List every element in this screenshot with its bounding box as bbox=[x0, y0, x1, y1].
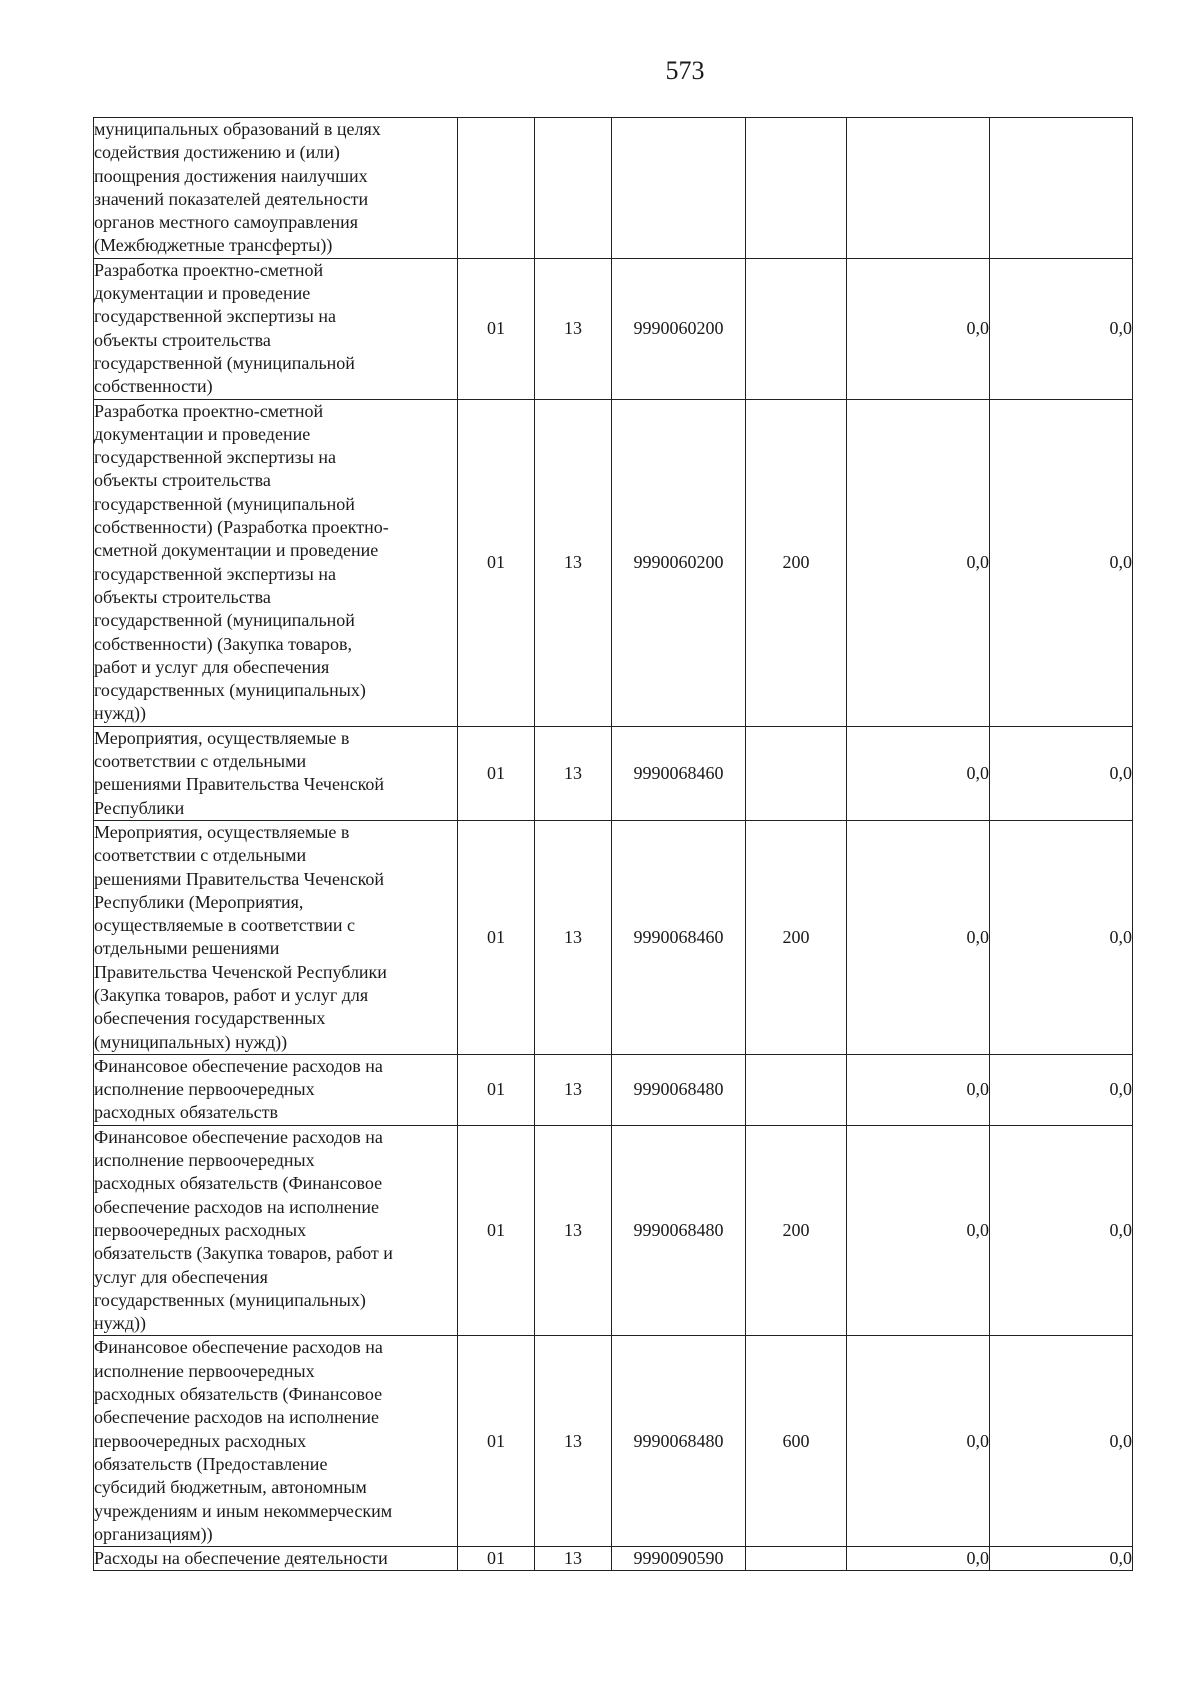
expense-name-line: расходных обязательств (Финансовое bbox=[94, 1173, 383, 1194]
expense-name-cell bbox=[94, 118, 458, 259]
expense-type-cell bbox=[746, 258, 847, 399]
expense-name-line: обязательств (Предоставление bbox=[94, 1453, 328, 1474]
amount-year2-cell: 0,0 bbox=[990, 258, 1133, 399]
amount-year1-cell: 0,0 bbox=[847, 726, 990, 820]
subsection-code-cell: 13 bbox=[535, 258, 612, 399]
expense-name-line: решениями Правительства Чеченской bbox=[94, 774, 385, 795]
section-code-cell: 01 bbox=[458, 1054, 535, 1125]
expense-name-line: (Закупка товаров, работ и услуг для bbox=[94, 984, 369, 1005]
budget-table-body bbox=[94, 118, 1133, 1571]
table-row bbox=[94, 1054, 1133, 1125]
section-code-cell: 01 bbox=[458, 1336, 535, 1547]
expense-name-line: первоочередных расходных bbox=[94, 1219, 307, 1240]
expense-type-cell: 600 bbox=[746, 1336, 847, 1547]
expense-name-line: расходных обязательств bbox=[94, 1102, 278, 1123]
expense-name-line: документации и проведение bbox=[94, 283, 311, 304]
subsection-code-cell: 13 bbox=[535, 726, 612, 820]
amount-year1-cell: 0,0 bbox=[847, 1547, 990, 1571]
target-article-cell: 9990068480 bbox=[612, 1336, 746, 1547]
expense-name-cell bbox=[94, 258, 458, 399]
section-code-cell: 01 bbox=[458, 820, 535, 1054]
expense-name-line: Финансовое обеспечение расходов на bbox=[94, 1126, 383, 1147]
expense-name-line: собственности) (Закупка товаров, bbox=[94, 633, 353, 654]
expense-name-line: услуг для обеспечения bbox=[94, 1266, 268, 1287]
expense-name-line: нужд)) bbox=[94, 1313, 146, 1334]
expense-name-line: государственной (муниципальной bbox=[94, 352, 355, 373]
table-row bbox=[94, 1336, 1133, 1547]
expense-name-line: Республики bbox=[94, 797, 185, 818]
table-row bbox=[94, 820, 1133, 1054]
expense-name-line: обеспечение расходов на исполнение bbox=[94, 1407, 380, 1428]
expense-name-line: нужд)) bbox=[94, 703, 146, 724]
expense-name-line: учреждениям и иным некоммерческим bbox=[94, 1500, 393, 1521]
expense-name-line: исполнение первоочередных bbox=[94, 1150, 315, 1171]
amount-year1-cell: 0,0 bbox=[847, 1054, 990, 1125]
target-article-cell: 9990060200 bbox=[612, 258, 746, 399]
expense-name-line: Правительства Чеченской Республики bbox=[94, 961, 387, 982]
expense-name-line: объекты строительства bbox=[94, 470, 271, 491]
expense-name-line: Разработка проектно-сметной bbox=[94, 259, 324, 280]
expense-name-line: объекты строительства bbox=[94, 586, 271, 607]
amount-year1-cell: 0,0 bbox=[847, 258, 990, 399]
expense-name-line: собственности) (Разработка проектно- bbox=[94, 517, 389, 538]
expense-name-line: государственных (муниципальных) bbox=[94, 1289, 366, 1310]
expense-name-line: государственной (муниципальной bbox=[94, 610, 355, 631]
expense-name-line: поощрения достижения наилучших bbox=[94, 165, 368, 186]
target-article-cell: 9990068460 bbox=[612, 820, 746, 1054]
table-row bbox=[94, 258, 1133, 399]
section-code-cell: 01 bbox=[458, 1547, 535, 1571]
expense-name-line: сметной документации и проведение bbox=[94, 540, 379, 561]
expense-name-line: содействия достижению и (или) bbox=[94, 142, 340, 163]
target-article-cell bbox=[612, 118, 746, 259]
section-code-cell: 01 bbox=[458, 399, 535, 726]
expense-name-line: соответствии с отдельными bbox=[94, 751, 307, 772]
table-row bbox=[94, 1125, 1133, 1336]
expense-name-line: организациям)) bbox=[94, 1523, 213, 1544]
amount-year2-cell: 0,0 bbox=[990, 399, 1133, 726]
expense-name-cell bbox=[94, 1547, 458, 1571]
subsection-code-cell: 13 bbox=[535, 1336, 612, 1547]
expense-name-line: (Межбюджетные трансферты)) bbox=[94, 235, 333, 256]
expense-name-line: органов местного самоуправления bbox=[94, 212, 359, 233]
amount-year2-cell: 0,0 bbox=[990, 820, 1133, 1054]
amount-year2-cell: 0,0 bbox=[990, 726, 1133, 820]
target-article-cell: 9990068480 bbox=[612, 1054, 746, 1125]
expense-name-line: исполнение первоочередных bbox=[94, 1079, 315, 1100]
amount-year1-cell: 0,0 bbox=[847, 820, 990, 1054]
expense-type-cell bbox=[746, 726, 847, 820]
amount-year2-cell: 0,0 bbox=[990, 1054, 1133, 1125]
expense-type-cell bbox=[746, 1547, 847, 1571]
target-article-cell: 9990068480 bbox=[612, 1125, 746, 1336]
section-code-cell: 01 bbox=[458, 258, 535, 399]
expense-name-line: обязательств (Закупка товаров, работ и bbox=[94, 1243, 393, 1264]
expense-name-line: государственной экспертизы на bbox=[94, 306, 337, 327]
budget-table bbox=[93, 117, 1133, 1571]
table-row bbox=[94, 118, 1133, 259]
expense-name-line: расходных обязательств (Финансовое bbox=[94, 1384, 383, 1405]
expense-name-cell bbox=[94, 1054, 458, 1125]
expense-name-cell bbox=[94, 1125, 458, 1336]
expense-name-line: субсидий бюджетным, автономным bbox=[94, 1477, 367, 1498]
expense-name-cell bbox=[94, 399, 458, 726]
expense-name-line: Республики (Мероприятия, bbox=[94, 891, 304, 912]
expense-type-cell bbox=[746, 1054, 847, 1125]
table-row bbox=[94, 726, 1133, 820]
subsection-code-cell bbox=[535, 118, 612, 259]
amount-year1-cell: 0,0 bbox=[847, 399, 990, 726]
amount-year2-cell bbox=[990, 118, 1133, 259]
expense-name-line: обеспечения государственных bbox=[94, 1008, 326, 1029]
amount-year2-cell: 0,0 bbox=[990, 1547, 1133, 1571]
expense-name-line: собственности) bbox=[94, 376, 213, 397]
expense-name-cell bbox=[94, 820, 458, 1054]
expense-name-line: (муниципальных) нужд)) bbox=[94, 1031, 288, 1052]
table-row bbox=[94, 399, 1133, 726]
page-number: 573 bbox=[665, 56, 705, 85]
expense-name-line: Финансовое обеспечение расходов на bbox=[94, 1055, 383, 1076]
expense-type-cell: 200 bbox=[746, 1125, 847, 1336]
expense-name-line: Разработка проектно-сметной bbox=[94, 400, 324, 421]
subsection-code-cell: 13 bbox=[535, 1547, 612, 1571]
expense-name-line: объекты строительства bbox=[94, 329, 271, 350]
subsection-code-cell: 13 bbox=[535, 1125, 612, 1336]
expense-name-line: Мероприятия, осуществляемые в bbox=[94, 727, 350, 748]
expense-name-line: обеспечение расходов на исполнение bbox=[94, 1196, 380, 1217]
expense-name-line: государственной экспертизы на bbox=[94, 563, 337, 584]
expense-name-line: государственных (муниципальных) bbox=[94, 680, 366, 701]
expense-name-line: государственной (муниципальной bbox=[94, 493, 355, 514]
amount-year2-cell: 0,0 bbox=[990, 1125, 1133, 1336]
expense-name-line: исполнение первоочередных bbox=[94, 1360, 315, 1381]
amount-year2-cell: 0,0 bbox=[990, 1336, 1133, 1547]
expense-name-line: Расходы на обеспечение деятельности bbox=[94, 1548, 388, 1569]
amount-year1-cell bbox=[847, 118, 990, 259]
amount-year1-cell: 0,0 bbox=[847, 1336, 990, 1547]
expense-name-line: Финансовое обеспечение расходов на bbox=[94, 1337, 383, 1358]
expense-name-line: значений показателей деятельности bbox=[94, 188, 369, 209]
expense-name-cell bbox=[94, 1336, 458, 1547]
expense-name-line: решениями Правительства Чеченской bbox=[94, 868, 385, 889]
expense-name-line: отдельными решениями bbox=[94, 938, 280, 959]
section-code-cell: 01 bbox=[458, 726, 535, 820]
expense-name-line: первоочередных расходных bbox=[94, 1430, 307, 1451]
expense-name-line: Мероприятия, осуществляемые в bbox=[94, 821, 350, 842]
amount-year1-cell: 0,0 bbox=[847, 1125, 990, 1336]
expense-name-cell bbox=[94, 726, 458, 820]
expense-type-cell: 200 bbox=[746, 399, 847, 726]
expense-name-line: документации и проведение bbox=[94, 423, 311, 444]
subsection-code-cell: 13 bbox=[535, 399, 612, 726]
target-article-cell: 9990090590 bbox=[612, 1547, 746, 1571]
target-article-cell: 9990060200 bbox=[612, 399, 746, 726]
expense-type-cell: 200 bbox=[746, 820, 847, 1054]
expense-name-line: работ и услуг для обеспечения bbox=[94, 656, 330, 677]
subsection-code-cell: 13 bbox=[535, 1054, 612, 1125]
expense-name-line: соответствии с отдельными bbox=[94, 845, 307, 866]
expense-name-line: государственной экспертизы на bbox=[94, 447, 337, 468]
subsection-code-cell: 13 bbox=[535, 820, 612, 1054]
expense-name-line: осуществляемые в соответствии с bbox=[94, 915, 356, 936]
expense-type-cell bbox=[746, 118, 847, 259]
expense-name-line: муниципальных образований в целях bbox=[94, 119, 381, 139]
table-row bbox=[94, 1547, 1133, 1571]
section-code-cell bbox=[458, 118, 535, 259]
target-article-cell: 9990068460 bbox=[612, 726, 746, 820]
section-code-cell: 01 bbox=[458, 1125, 535, 1336]
